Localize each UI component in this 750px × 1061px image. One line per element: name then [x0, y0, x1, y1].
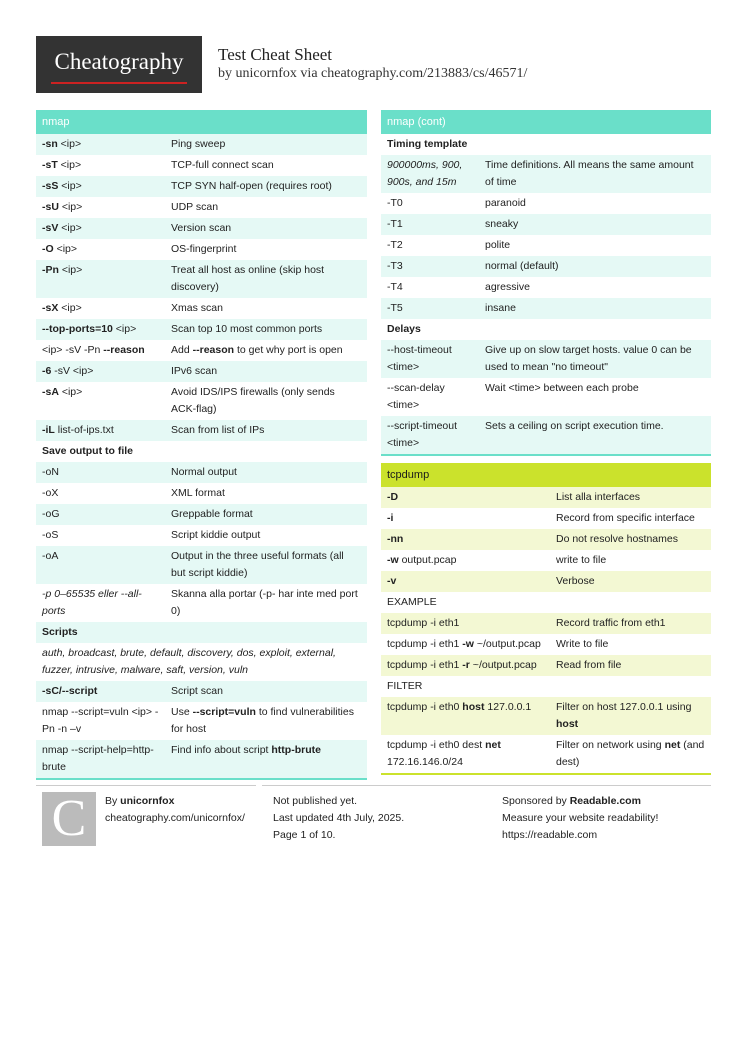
description: paranoid	[485, 197, 526, 209]
table-row	[36, 740, 367, 778]
table-row	[36, 197, 367, 218]
description-cell	[556, 510, 705, 527]
tcpdump-section	[381, 463, 711, 775]
page-subtitle[interactable]: by unicornfox via cheatography.com/213883/cs/46571/	[218, 66, 528, 81]
command-cell	[387, 699, 556, 733]
description-cell	[171, 136, 361, 153]
flag: -sS	[42, 180, 59, 192]
flag: -T1	[387, 218, 403, 230]
description-cell	[171, 220, 361, 237]
description-cell	[485, 279, 705, 296]
description: sneaky	[485, 218, 519, 230]
table-row	[36, 462, 367, 483]
sponsor-url[interactable]: https://readable.com	[502, 829, 598, 841]
subheading	[387, 136, 705, 153]
description: Normal output	[171, 466, 237, 478]
flag: -oS	[42, 529, 59, 541]
author-line	[105, 793, 174, 810]
command-cell	[387, 489, 556, 506]
command-cell	[387, 237, 485, 254]
description: OS-fingerprint	[171, 243, 237, 255]
table-row	[381, 155, 711, 193]
description-cell	[556, 489, 705, 506]
description-cell	[485, 237, 705, 254]
flag: -sC/--script	[42, 685, 98, 697]
command-cell	[387, 510, 556, 527]
description: Scan top 10 most common ports	[171, 323, 323, 335]
command-cell	[42, 586, 171, 620]
subheading	[387, 594, 705, 611]
description: UDP scan	[171, 201, 219, 213]
description-cell	[556, 699, 705, 733]
description-cell	[171, 485, 361, 502]
table-row	[381, 550, 711, 571]
description: List alla interfaces	[556, 491, 641, 503]
description-cell	[485, 195, 705, 212]
arg: list-of-ips.txt	[54, 424, 114, 436]
flag: -oX	[42, 487, 59, 499]
flag: 900000ms, 900, 900s, and 15m	[387, 159, 463, 188]
command-cell	[42, 157, 171, 174]
description-cell	[171, 548, 361, 582]
description: Script scan	[171, 685, 223, 697]
logo-underline	[51, 82, 187, 84]
flag: -p 0–65535 eller --all-ports	[42, 588, 142, 617]
table-row	[381, 235, 711, 256]
description-cell	[171, 157, 361, 174]
desc-text: to get why port is open	[234, 344, 343, 356]
command-cell	[42, 220, 171, 237]
cmd-text: tcpdump -i eth0	[387, 701, 463, 713]
flag: host	[556, 718, 579, 730]
table-row	[381, 613, 711, 634]
cmd-text: ~/output.pcap	[469, 659, 537, 671]
description-cell	[171, 363, 361, 380]
arg: <ip>	[58, 180, 82, 192]
last-updated: Last updated 4th July, 2025.	[273, 812, 405, 824]
arg: <ip>	[57, 159, 82, 171]
subheading-row	[381, 592, 711, 613]
table-row	[381, 634, 711, 655]
table-row	[381, 697, 711, 735]
flag: --script=vuln	[192, 706, 256, 718]
command-cell	[387, 636, 556, 653]
description: Verbose	[556, 575, 595, 587]
command-cell	[42, 683, 171, 700]
page-number: Page 1 of 10.	[273, 829, 336, 841]
description-cell	[171, 704, 361, 738]
footer-divider	[36, 785, 256, 786]
description-cell	[171, 742, 361, 776]
table-row	[381, 277, 711, 298]
command-cell	[387, 342, 485, 376]
cmd-text: ~/output.pcap	[473, 638, 541, 650]
command-cell	[387, 300, 485, 317]
flag: -w	[387, 554, 399, 566]
description-cell	[556, 615, 705, 632]
desc-text: Add	[171, 344, 193, 356]
sponsor-line	[502, 793, 641, 810]
cmd-text: 127.0.0.1	[484, 701, 532, 713]
subheading-row	[381, 134, 711, 155]
desc-text: (and dest)	[556, 739, 705, 768]
flag: -sT	[42, 159, 58, 171]
command-cell	[42, 422, 171, 439]
table-row	[36, 134, 367, 155]
table-row	[381, 735, 711, 773]
footer-divider	[262, 785, 711, 786]
description-cell	[171, 199, 361, 216]
command-cell	[42, 178, 171, 195]
command-cell	[42, 384, 171, 418]
table-row	[36, 525, 367, 546]
flag: -sA	[42, 386, 59, 398]
section-header: nmap (cont)	[381, 110, 711, 134]
description: Avoid IDS/IPS firewalls (only sends ACK-flag)	[171, 386, 335, 415]
description: normal (default)	[485, 260, 559, 272]
table-row	[381, 193, 711, 214]
description: Xmas scan	[171, 302, 223, 314]
flag: -iL	[42, 424, 55, 436]
subheading	[387, 321, 705, 338]
flag: -T4	[387, 281, 403, 293]
description: TCP-full connect scan	[171, 159, 274, 171]
description-cell	[171, 506, 361, 523]
table-row	[36, 340, 367, 361]
description: Greppable format	[171, 508, 253, 520]
flag: -nn	[387, 533, 404, 545]
arg: -sV <ip>	[51, 365, 94, 377]
flag: --scan-delay <time>	[387, 382, 445, 411]
description-cell	[171, 464, 361, 481]
arg: <ip>	[58, 386, 83, 398]
subheading: EXAMPLE	[387, 596, 437, 608]
description: Version scan	[171, 222, 232, 234]
flag: -Pn	[42, 264, 59, 276]
flag: -sU	[42, 201, 59, 213]
flag: -T3	[387, 260, 403, 272]
author-url[interactable]: cheatography.com/unicornfox/	[105, 812, 245, 824]
command-cell	[387, 552, 556, 569]
command-cell	[42, 300, 171, 317]
description: Wait <time> between each probe	[485, 382, 639, 394]
flag: -sn	[42, 138, 58, 150]
description: Record from specific interface	[556, 512, 695, 524]
nmap-section	[36, 110, 367, 780]
description: Ping sweep	[171, 138, 226, 150]
description-cell	[556, 531, 705, 548]
table-row	[36, 155, 367, 176]
table-row	[36, 504, 367, 525]
sponsor-link[interactable]: Readable.com	[569, 795, 641, 807]
table-row	[36, 382, 367, 420]
table-row	[36, 584, 367, 622]
description-cell	[485, 216, 705, 233]
description-cell	[171, 178, 361, 195]
table-row	[381, 340, 711, 378]
by-label: By	[105, 795, 121, 807]
subheading	[42, 624, 361, 641]
flag: -sV	[42, 222, 59, 234]
cmd-text: tcpdump -i eth1	[387, 638, 463, 650]
table-row	[381, 214, 711, 235]
flag: -i	[387, 512, 394, 524]
section-header: nmap	[36, 110, 367, 134]
command-cell	[387, 157, 485, 191]
subheading: Scripts	[42, 626, 78, 638]
description-cell	[171, 262, 361, 296]
table-row	[381, 298, 711, 319]
flag: -oA	[42, 550, 59, 562]
description: Time definitions. All means the same amount of time	[485, 159, 694, 188]
description-cell	[171, 342, 361, 359]
command-cell	[387, 418, 485, 452]
description: IPv6 scan	[171, 365, 218, 377]
arg: <ip>	[58, 222, 82, 234]
description-cell	[485, 342, 705, 376]
description-cell	[485, 418, 705, 452]
table-row	[381, 508, 711, 529]
description-cell	[556, 573, 705, 590]
cmd-text: tcpdump -i eth0 dest	[387, 739, 486, 751]
description: Output in the three useful formats (all but script kiddie)	[171, 550, 344, 579]
description-cell	[171, 527, 361, 544]
desc-text: Find info about script	[171, 744, 272, 756]
flag: -oN	[42, 466, 59, 478]
subheading	[387, 678, 705, 695]
command-cell	[42, 241, 171, 258]
flag: -6	[42, 365, 52, 377]
flag: http-brute	[271, 744, 321, 756]
table-row	[381, 655, 711, 676]
flag: --top-ports=10	[42, 323, 113, 335]
description-cell	[171, 321, 361, 338]
desc-text: Use	[171, 706, 193, 718]
description-cell	[485, 300, 705, 317]
command-cell	[42, 262, 171, 296]
command-cell	[387, 531, 556, 548]
table-row	[36, 546, 367, 584]
command-cell	[387, 195, 485, 212]
table-row	[381, 256, 711, 277]
description: Give up on slow target hosts. value 0 can be used to mean "no timeout"	[485, 344, 692, 373]
flag: host	[462, 701, 485, 713]
cmd-text: nmap --script=vuln <ip> -Pn -n –v	[42, 706, 159, 735]
command-cell	[42, 363, 171, 380]
command-cell	[42, 548, 171, 582]
command-cell	[42, 485, 171, 502]
description: Do not resolve hostnames	[556, 533, 678, 545]
description-cell	[485, 157, 705, 191]
command-cell	[42, 506, 171, 523]
command-cell	[387, 380, 485, 414]
arg: <ip>	[53, 243, 78, 255]
desc-text: to find vulnerabilities for host	[171, 706, 354, 735]
description: write to file	[556, 554, 607, 566]
description: Record traffic from eth1	[556, 617, 666, 629]
table-row	[36, 361, 367, 382]
table-row	[36, 218, 367, 239]
description-cell	[485, 258, 705, 275]
flag: --host-timeout <time>	[387, 344, 452, 373]
subheading: FILTER	[387, 680, 423, 692]
flag: -T2	[387, 239, 403, 251]
author-avatar: C	[42, 792, 96, 846]
flag: --reason	[103, 344, 145, 356]
description-cell	[171, 422, 361, 439]
command-cell	[42, 704, 171, 738]
subheading-row	[381, 319, 711, 340]
subheading-row	[381, 676, 711, 697]
table-row	[381, 378, 711, 416]
table-row	[381, 416, 711, 454]
author-link[interactable]: unicornfox	[120, 795, 175, 807]
sponsored-label: Sponsored by	[502, 795, 570, 807]
publish-status: Not published yet.	[273, 795, 358, 807]
table-row	[36, 239, 367, 260]
description: polite	[485, 239, 511, 251]
scripts-list-row	[36, 643, 367, 681]
description-cell	[556, 552, 705, 569]
command-cell	[387, 737, 556, 771]
description: Scan from list of IPs	[171, 424, 265, 436]
section-header: tcpdump	[381, 463, 711, 487]
command-cell	[42, 321, 171, 338]
cmd-text: <ip> -sV -Pn	[42, 344, 104, 356]
command-cell	[387, 573, 556, 590]
table-row	[36, 420, 367, 441]
table-row	[381, 529, 711, 550]
table-row	[36, 260, 367, 298]
subheading: Save output to file	[42, 445, 134, 457]
subheading-row	[36, 441, 367, 462]
flag: -O	[42, 243, 54, 255]
description-cell	[556, 737, 705, 771]
flag: --script-timeout <time>	[387, 420, 458, 449]
command-cell	[42, 742, 171, 776]
table-row	[36, 176, 367, 197]
sponsor-tagline: Measure your website readability!	[502, 812, 659, 824]
flag: -r	[462, 659, 470, 671]
flag: -w	[462, 638, 474, 650]
command-cell	[42, 527, 171, 544]
flag: net	[664, 739, 681, 751]
description-cell	[171, 586, 361, 620]
table-row	[36, 298, 367, 319]
page-title: Test Cheat Sheet	[218, 45, 333, 64]
flag: --reason	[192, 344, 235, 356]
desc-text: Filter on host 127.0.0.1 using	[556, 701, 692, 713]
subheading	[42, 443, 361, 460]
arg: <ip>	[58, 201, 83, 213]
command-cell	[387, 279, 485, 296]
nmap-cont-section	[381, 110, 711, 456]
logo-text: Cheatography	[54, 49, 184, 74]
arg: <ip>	[112, 323, 137, 335]
command-cell	[387, 657, 556, 674]
table-row	[381, 571, 711, 592]
flag: -T0	[387, 197, 403, 209]
description-cell	[171, 683, 361, 700]
command-cell	[42, 199, 171, 216]
scripts-list	[42, 645, 361, 679]
flag: -T5	[387, 302, 403, 314]
description: Script kiddie output	[171, 529, 261, 541]
description: TCP SYN half-open (requires root)	[171, 180, 332, 192]
command-cell	[387, 258, 485, 275]
command-cell	[387, 615, 556, 632]
table-row	[36, 483, 367, 504]
description: Treat all host as online (skip host discovery)	[171, 264, 325, 293]
subheading-row	[36, 622, 367, 643]
description: agressive	[485, 281, 530, 293]
command-cell	[42, 464, 171, 481]
description: Write to file	[556, 638, 609, 650]
description-cell	[556, 636, 705, 653]
command-cell	[42, 136, 171, 153]
command-cell	[387, 216, 485, 233]
subheading: Delays	[387, 323, 421, 335]
description-cell	[171, 384, 361, 418]
description: XML format	[171, 487, 225, 499]
description: Read from file	[556, 659, 622, 671]
cmd-text: nmap --script-help=http-brute	[42, 744, 154, 773]
description-cell	[556, 657, 705, 674]
table-row	[36, 319, 367, 340]
arg: <ip>	[58, 302, 82, 314]
description-cell	[171, 300, 361, 317]
cmd-text: 172.16.146.0/24	[387, 756, 463, 768]
description: Sets a ceiling on script execution time.	[485, 420, 664, 432]
table-row	[36, 702, 367, 740]
scripts-list: auth, broadcast, brute, default, discovery, dos, exploit, external, fuzzer, intrusive, malware, saft, version, vuln	[42, 647, 336, 676]
arg: output.pcap	[398, 554, 457, 566]
cmd-text: tcpdump -i eth1	[387, 617, 460, 629]
flag: -D	[387, 491, 399, 503]
flag: -sX	[42, 302, 59, 314]
flag: net	[485, 739, 501, 751]
flag: -v	[387, 575, 397, 587]
table-row	[381, 487, 711, 508]
description-cell	[171, 241, 361, 258]
description: insane	[485, 302, 516, 314]
cmd-text: tcpdump -i eth1	[387, 659, 463, 671]
description-cell	[485, 380, 705, 414]
subheading: Timing template	[387, 138, 468, 150]
cheatography-logo[interactable]	[36, 36, 202, 93]
command-cell	[42, 342, 171, 359]
description: Skanna alla portar (-p- har inte med port 0)	[171, 588, 358, 617]
arg: <ip>	[58, 264, 83, 276]
desc-text: Filter on network using	[556, 739, 665, 751]
flag: -oG	[42, 508, 60, 520]
table-row	[36, 681, 367, 702]
arg: <ip>	[57, 138, 82, 150]
